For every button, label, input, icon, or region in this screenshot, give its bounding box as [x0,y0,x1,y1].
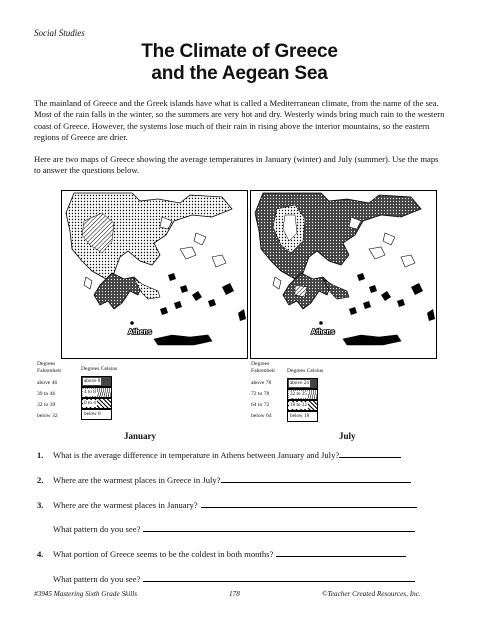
january-swatch-1: above 8 [81,376,112,387]
footer-book-title: #3945 Mastering Sixth Grade Skills [34,590,138,598]
july-swatch-3: 18 to 22 [287,400,318,411]
january-f-4: below 32 [37,413,58,419]
question-3-followup-text: What pattern do you see? [53,524,141,534]
question-3-text: Where are the warmest places in January? [53,500,198,510]
january-map-drawing [62,191,247,358]
question-3 [37,498,433,510]
title-line-1: The Climate of Greece [141,41,338,62]
question-4-followup-text: What pattern do you see? [53,574,141,584]
question-4-number: 4. [37,549,44,559]
footer-page-number: 178 [229,590,240,598]
title-line-2: and the Aegean Sea [151,63,328,84]
answer-line-4[interactable] [276,547,406,557]
july-celsius-header: Degrees Celsius [287,368,324,374]
january-fahrenheit-header: Degrees Fahrenheit [37,361,61,374]
january-map [61,190,248,359]
july-swatch-4: below 18 [287,411,318,422]
page-title [0,41,479,85]
january-f-2: 39 to 46 [37,391,56,397]
question-4-text: What portion of Greece seems to be the coldest in both months? [53,549,274,559]
intro-paragraph-1: The mainland of Greece and the Greek islands have what is called a Mediterranean climate, from the name of the sea. Most of the rain falls in the winter, so the summers are very hot and dry. Westerly winds bring much rain to the western coast of Greece. However, the systems lose much of their rain in rising above the interior mountains, so the eastern regions of Greece are drier. [34,98,445,143]
july-swatch-1: above 24 [287,378,318,389]
question-2-text: Where are the warmest places in Greece in July? [53,475,221,485]
subject-label: Social Studies [34,28,85,38]
july-swatch-2: 22 to 25 [287,389,318,400]
january-swatch-3: 0 to 4 [81,398,112,409]
question-1-text: What is the average difference in temperature in Athens between January and July? [53,450,340,460]
january-swatch-4: below 0 [81,409,112,420]
july-athens-label: Athens [311,329,335,336]
january-athens-label: Athens [128,329,152,336]
january-f-1: above 46 [37,380,58,386]
question-4-followup [37,572,433,584]
intro-paragraph-2: Here are two maps of Greece showing the average temperatures in January (winter) and July (summer). Use the maps to answer the questions below. [34,154,439,176]
answer-line-3[interactable] [201,498,417,508]
july-map-drawing [251,191,436,358]
january-celsius-header: Degrees Celsius [81,366,118,372]
question-2-number: 2. [37,475,44,485]
january-f-3: 32 to 39 [37,402,56,408]
january-swatch-2: 4 to 8 [81,387,112,398]
july-f-3: 64 to 72 [251,402,270,408]
footer-copyright: ©Teacher Created Resources, Inc. [322,590,421,598]
july-f-2: 72 to 78 [251,391,270,397]
question-1 [37,448,433,460]
july-f-1: above 78 [251,380,272,386]
question-3-followup [37,522,433,534]
answer-line-3b[interactable] [143,522,415,532]
july-fahrenheit-header: Degrees Fahrenheit [251,361,275,374]
july-map [250,190,437,359]
answer-line-1[interactable] [339,448,401,458]
question-3-number: 3. [37,500,44,510]
answer-line-2[interactable] [221,473,411,483]
answer-line-4b[interactable] [143,572,415,582]
july-f-4: below 64 [251,413,272,419]
january-caption: January [124,431,157,441]
question-2 [37,473,433,485]
question-1-number: 1. [37,450,44,460]
july-caption: July [339,431,356,441]
question-4 [37,547,433,559]
